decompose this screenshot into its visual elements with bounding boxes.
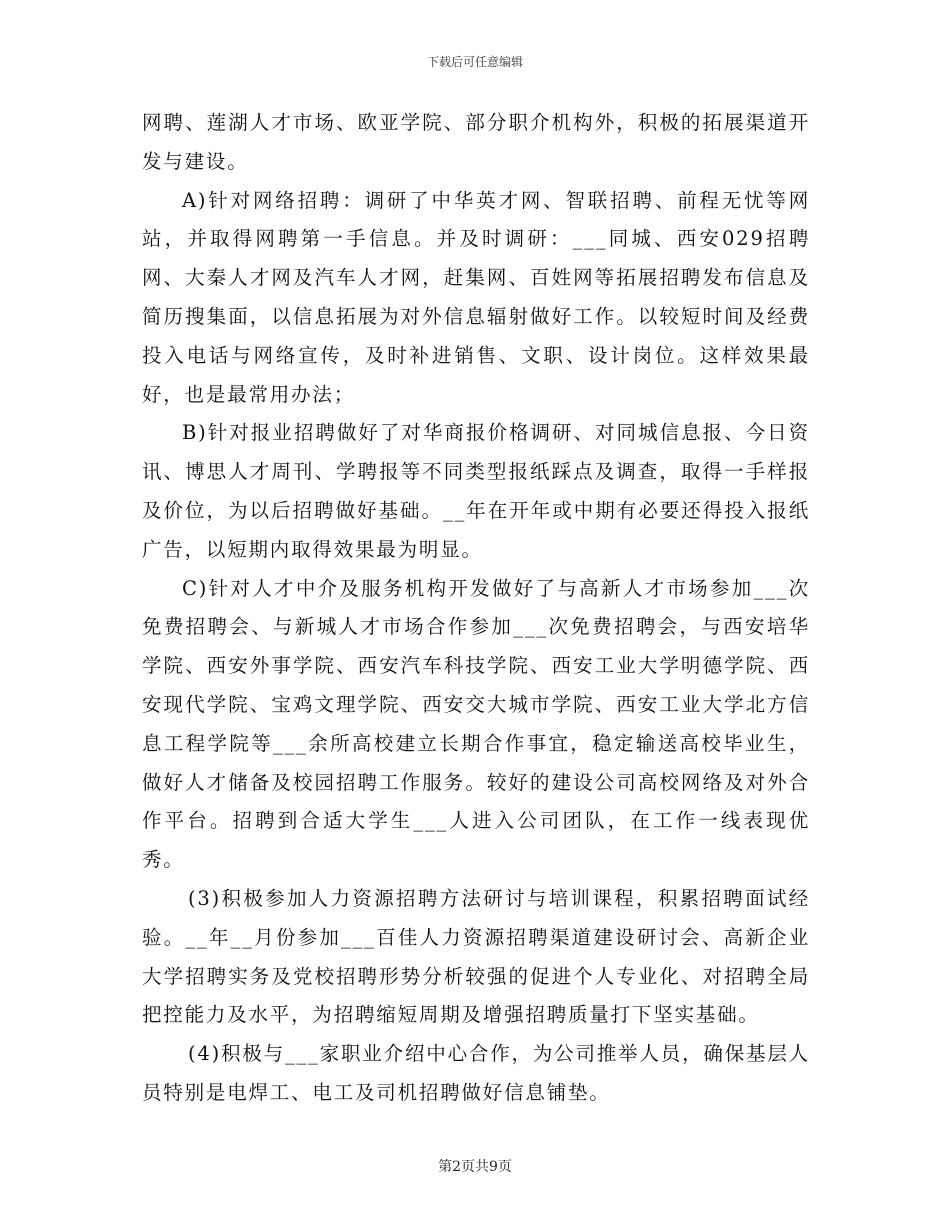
page-header-note: 下载后可任意编辑	[426, 55, 523, 69]
paragraph-online-recruitment: A)针对网络招聘：调研了中华英才网、智联招聘、前程无忧等网站，并取得网聘第一手信息。并及时调研：___同城、西安029招聘网、大秦人才网及汽车人才网，赶集网、百姓网等拓展招聘发布信息及简历搜集面，以信息拓展为对外信息辐射做好工作。以较短时间及经费投入电话与网络宣传，及时补进销售、文职、设计岗位。这样效果最好，也是最常用办法；	[142, 188, 810, 406]
document-body	[142, 104, 810, 1113]
paragraph-newspaper-recruitment: B)针对报业招聘做好了对华商报价格调研、对同城信息报、今日资讯、博思人才周刊、学聘报等不同类型报纸踩点及调查，取得一手样报及价位，为以后招聘做好基础。__年在开年或中期有必要还得投入报纸广告，以短期内取得效果最为明显。	[142, 421, 810, 561]
paragraph-agency-cooperation: C)针对人才中介及服务机构开发做好了与高新人才市场参加___次免费招聘会、与新城人才市场合作参加___次免费招聘会，与西安培华学院、西安外事学院、西安汽车科技学院、西安工业大学明德学院、西安现代学院、宝鸡文理学院、西安交大城市学院、西安工业大学北方信息工程学院等___余所高校建立长期合作事宜，稳定输送高校毕业生，做好人才储备及校园招聘工作服务。较好的建设公司高校网络及对外合作平台。招聘到合适大学生___人进入公司团队，在工作一线表现优秀。	[142, 576, 810, 872]
paragraph-job-centers: (4)积极与___家职业介绍中心合作，为公司推举人员，确保基层人员特别是电焊工、电工及司机招聘做好信息铺垫。	[142, 1042, 810, 1104]
page-number: 第2页共9页	[438, 1159, 512, 1175]
paragraph-continuation: 网聘、莲湖人才市场、欧亚学院、部分职介机构外，积极的拓展渠道开发与建设。	[142, 111, 810, 173]
paragraph-training-seminars: (3)积极参加人力资源招聘方法研讨与培训课程，积累招聘面试经验。__年__月份参加___百佳人力资源招聘渠道建设研讨会、高新企业大学招聘实务及党校招聘形势分析较强的促进个人专业化、对招聘全局把控能力及水平，为招聘缩短周期及增强招聘质量打下坚实基础。	[142, 886, 810, 1027]
